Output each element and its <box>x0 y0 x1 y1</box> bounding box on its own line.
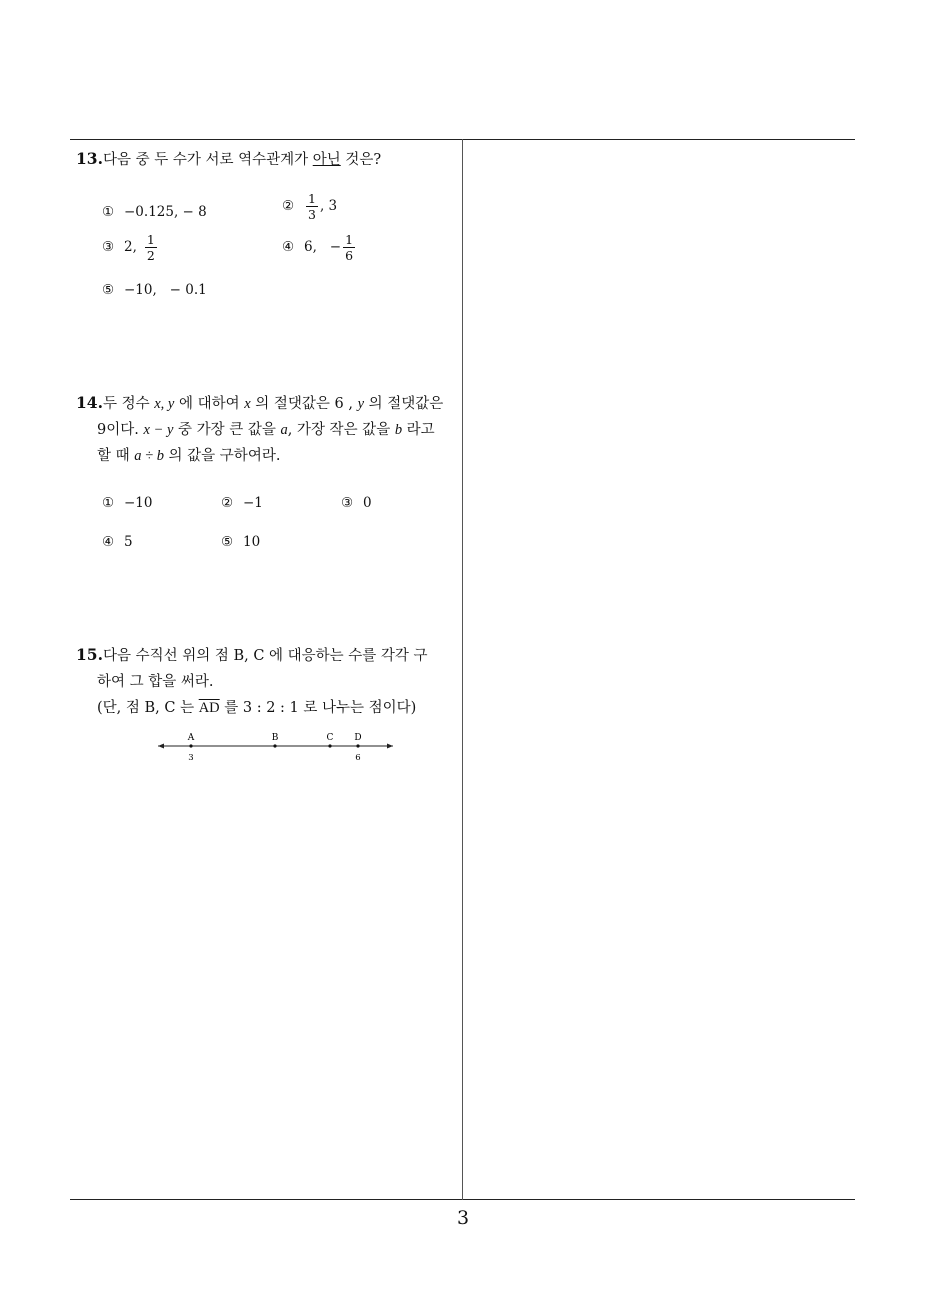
choice-text: 6, − <box>304 239 342 255</box>
point-d-dot <box>356 744 359 747</box>
text-run: 에 대하여 <box>174 396 245 412</box>
fraction-denominator: 6 <box>345 248 354 263</box>
point-a-label: A <box>187 733 195 743</box>
choice-marker: ⑤ <box>102 282 115 298</box>
choice-marker: ③ <box>341 495 354 511</box>
q14-choice-5[interactable] <box>221 532 260 552</box>
question-14-number: 14. <box>76 393 103 412</box>
question-15 <box>76 642 462 721</box>
question-15-line-2 <box>76 669 462 695</box>
choice-text: −1 <box>243 495 263 511</box>
text-run: 라고 <box>402 422 435 438</box>
choice-text: −0.125, − 8 <box>124 204 207 220</box>
choice-marker: ② <box>221 495 234 511</box>
question-14-line-3 <box>76 443 462 469</box>
choice-marker: ② <box>282 198 295 214</box>
right-arrow-icon <box>387 744 393 749</box>
q13-choice-4[interactable] <box>282 233 357 262</box>
question-13-text-before: 다음 중 두 수가 서로 역수관계가 <box>102 152 313 168</box>
choice-marker: ① <box>102 204 115 220</box>
question-13-text-after: 것은? <box>340 152 382 168</box>
fraction <box>306 192 318 221</box>
choice-marker: ③ <box>102 239 115 255</box>
fraction-denominator: 2 <box>146 248 155 263</box>
choice-marker: ④ <box>282 239 295 255</box>
math-expression: y <box>357 396 364 412</box>
text-run: 9이다. <box>97 422 144 438</box>
point-c-dot <box>328 744 331 747</box>
q13-choice-3[interactable] <box>102 233 159 262</box>
question-13 <box>76 146 456 173</box>
fraction-numerator: 1 <box>146 232 155 247</box>
choice-text: 2, <box>124 239 137 255</box>
left-arrow-icon <box>158 744 164 749</box>
question-14-line-2 <box>76 417 462 443</box>
question-15-line-1 <box>76 642 462 669</box>
choice-text: 0 <box>363 495 372 511</box>
choice-text: , 3 <box>319 198 338 214</box>
question-15-line-3 <box>76 695 462 721</box>
page-number: 3 <box>456 1207 470 1229</box>
math-expression: a ÷ b <box>134 448 164 464</box>
choice-text: −10, − 0.1 <box>124 282 207 298</box>
math-expression: x <box>244 396 251 412</box>
choice-text: 10 <box>243 534 261 550</box>
point-b-dot <box>273 744 276 747</box>
segment-notation: $\overline{AD}$ <box>198 700 220 716</box>
fraction-numerator: 1 <box>308 191 316 206</box>
question-14 <box>76 390 462 469</box>
choice-text: 5 <box>124 534 133 550</box>
point-b-label: B <box>271 733 279 743</box>
q14-choice-4[interactable] <box>102 532 133 552</box>
fraction <box>145 233 157 262</box>
math-expression: a <box>280 422 288 438</box>
fraction <box>343 233 355 262</box>
choice-marker: ④ <box>102 534 115 550</box>
math-expression: x − y <box>143 422 174 438</box>
math-expression: b <box>394 422 403 438</box>
text-run: (단, 점 B, C 는 <box>97 700 199 716</box>
q13-choice-1[interactable] <box>102 202 207 222</box>
number-line-figure <box>150 728 400 768</box>
choice-text: −10 <box>124 495 153 511</box>
text-run: 다음 수직선 위의 점 B, C 에 대응하는 수를 각각 구 <box>102 648 428 664</box>
text-run: 중 가장 큰 값을 <box>173 422 281 438</box>
text-run: 두 정수 <box>102 396 155 412</box>
point-c-label: C <box>326 733 334 743</box>
text-run: , 가장 작은 값을 <box>287 422 395 438</box>
q14-choice-1[interactable] <box>102 493 153 513</box>
fraction-denominator: 3 <box>308 207 316 222</box>
text-run: 하여 그 합을 써라. <box>97 674 214 690</box>
choice-marker: ① <box>102 495 115 511</box>
question-14-line-1 <box>76 390 462 417</box>
fraction-numerator: 1 <box>345 232 354 247</box>
q13-choice-5[interactable] <box>102 280 207 300</box>
question-13-emphasis: 아닌 <box>312 152 341 168</box>
q13-choice-2[interactable] <box>282 192 337 221</box>
question-13-number: 13. <box>76 149 103 168</box>
text-run: 의 값을 구하여라. <box>163 448 281 464</box>
text-run: 의 절댓값은 <box>364 396 444 412</box>
question-15-number: 15. <box>76 645 103 664</box>
choice-marker: ⑤ <box>221 534 234 550</box>
value-label-a: 3 <box>188 753 194 763</box>
value-label-d: 6 <box>355 753 361 763</box>
q14-choice-3[interactable] <box>341 493 372 513</box>
text-run: 의 절댓값은 6 , <box>250 396 358 412</box>
point-a-dot <box>189 744 192 747</box>
point-d-label: D <box>354 733 362 743</box>
column-divider <box>462 139 463 1200</box>
math-expression: x, y <box>154 396 175 412</box>
text-run: 를 3 : 2 : 1 로 나누는 점이다) <box>219 700 417 716</box>
text-run: 할 때 <box>97 448 135 464</box>
q14-choice-2[interactable] <box>221 493 263 513</box>
